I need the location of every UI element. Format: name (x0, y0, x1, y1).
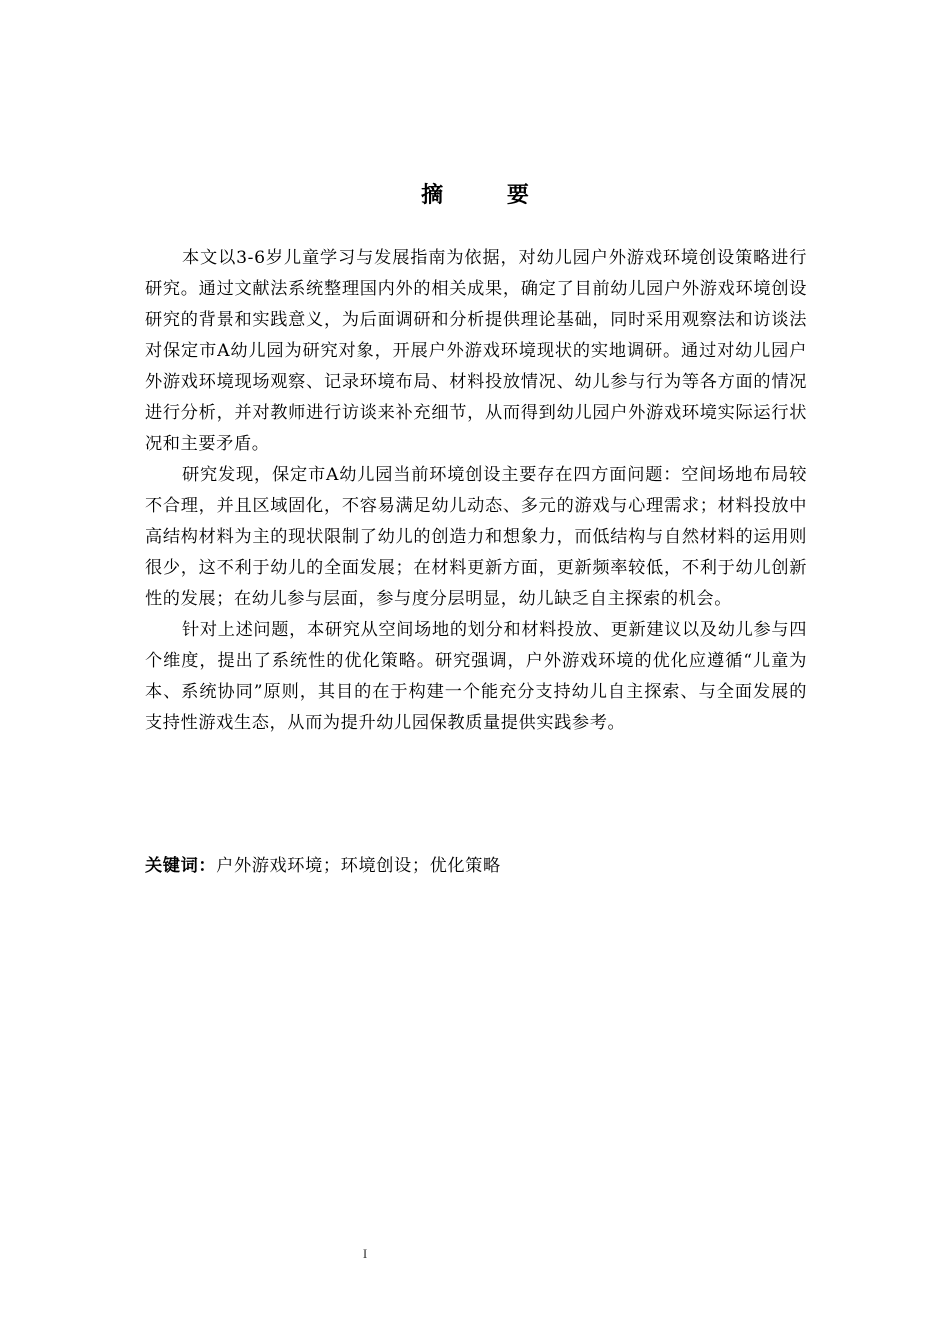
abstract-title: 摘 要 (421, 183, 557, 208)
abstract-paragraph-1: 本文以3-6岁儿童学习与发展指南为依据，对幼儿园户外游戏环境创设策略进行研究。通过文献法系统整理国内外的相关成果，确定了目前幼儿园户外游戏环境创设研究的背景和实践意义，为后面调研和分析提供理论基础，同时采用观察法和访谈法对保定市A幼儿园为研究对象，开展户外游戏环境现状的实地调研。通过对幼儿园户外游戏环境现场观察、记录环境布局、材料投放情况、幼儿参与行为等各方面的情况进行分析，并对教师进行访谈来补充细节，从而得到幼儿园户外游戏环境实际运行状况和主要矛盾。 (145, 248, 807, 454)
abstract-paragraph-3: 针对上述问题，本研究从空间场地的划分和材料投放、更新建议以及幼儿参与四个维度，提出了系统性的优化策略。研究强调，户外游戏环境的优化应遵循“儿童为本、系统协同”原则，其目的在于构建一个能充分支持幼儿自主探索、与全面发展的支持性游戏生态，从而为提升幼儿园保教质量提供实践参考。 (145, 620, 807, 733)
abstract-body (145, 243, 807, 739)
keywords-label: 关键词： (145, 856, 217, 876)
keywords-line (145, 851, 807, 882)
keywords-text: 户外游戏环境；环境创设；优化策略 (216, 856, 501, 876)
abstract-paragraph-2: 研究发现，保定市A幼儿园当前环境创设主要存在四方面问题：空间场地布局较不合理，并且区域固化，不容易满足幼儿动态、多元的游戏与心理需求；材料投放中高结构材料为主的现状限制了幼儿的创造力和想象力，而低结构与自然材料的运用则很少，这不利于幼儿的全面发展；在材料更新方面，更新频率较低，不利于幼儿创新性的发展；在幼儿参与层面，参与度分层明显，幼儿缺乏自主探索的机会。 (145, 465, 807, 609)
page-number: I (362, 1246, 368, 1261)
